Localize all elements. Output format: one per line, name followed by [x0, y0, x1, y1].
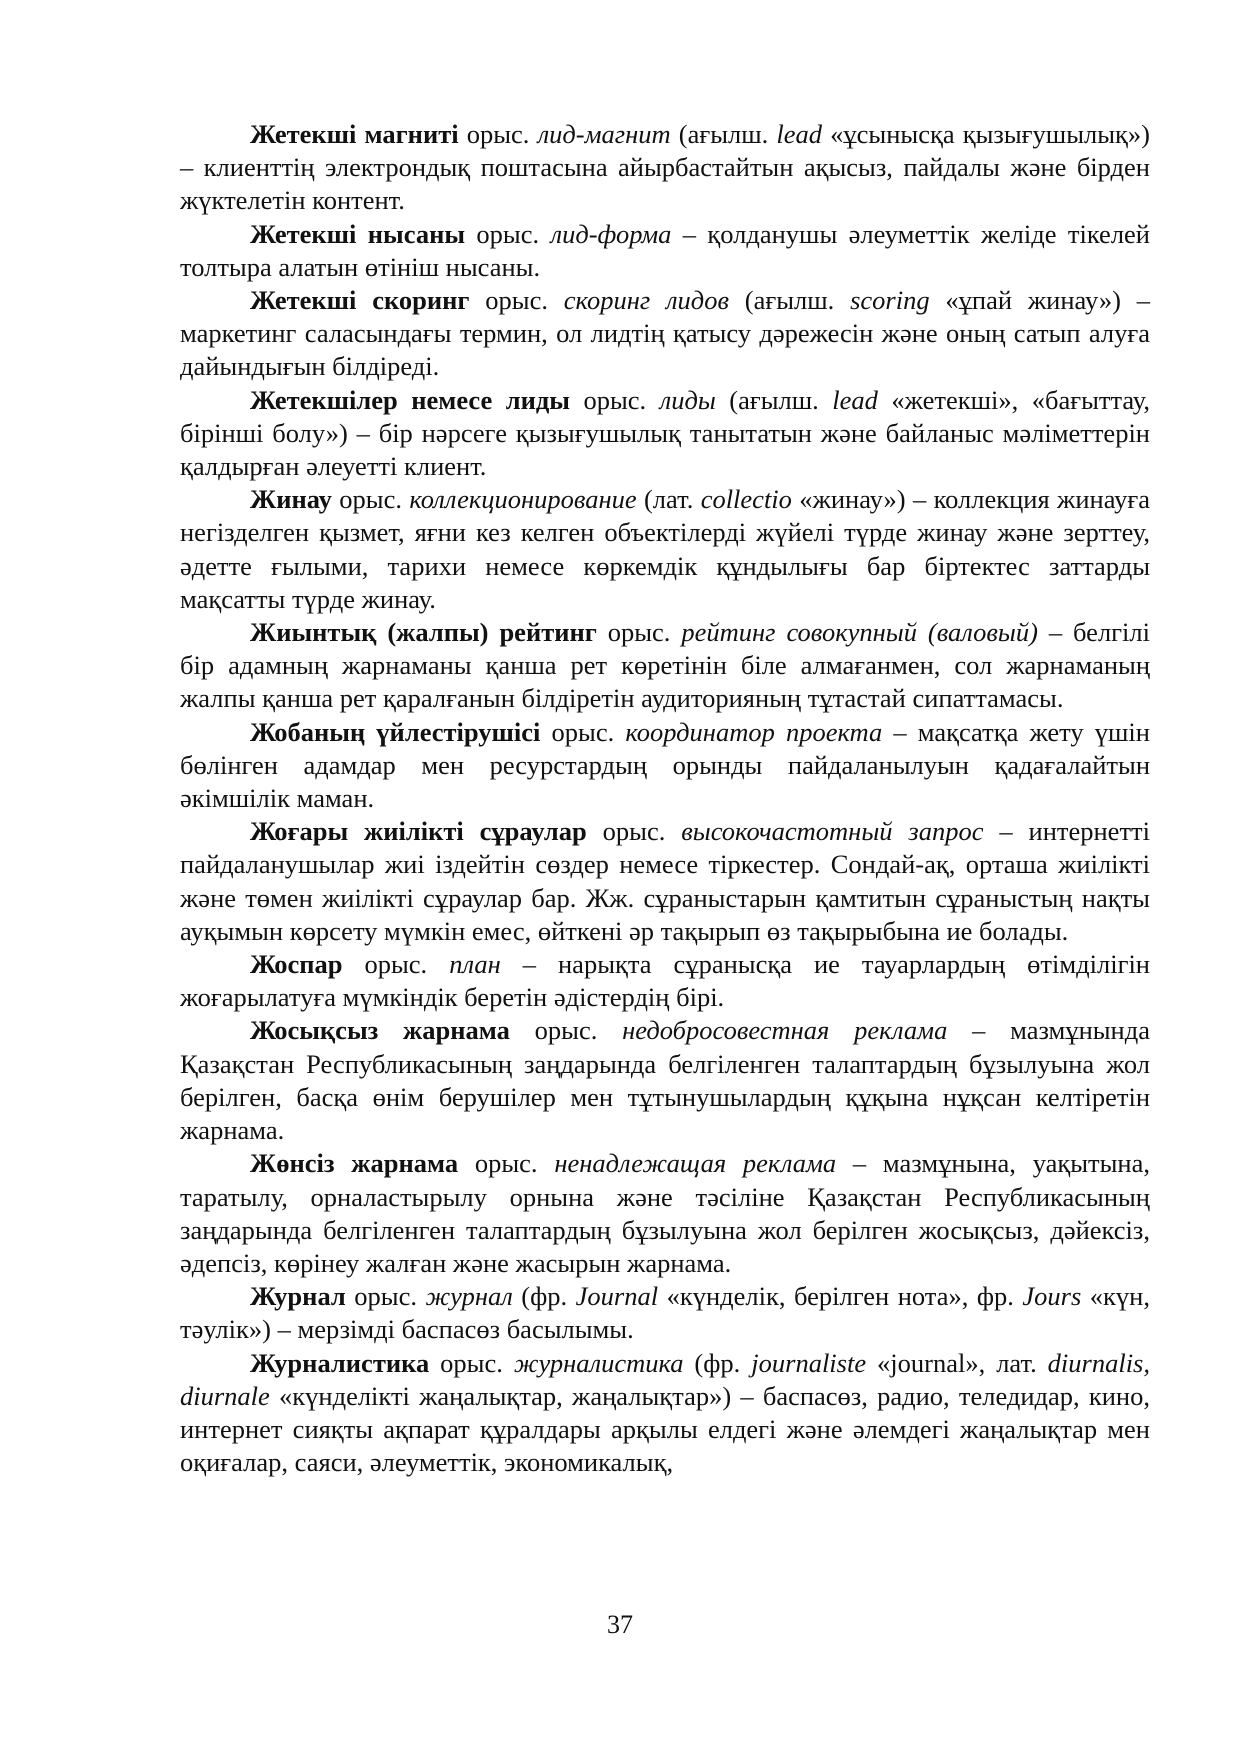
entry-italic-text: недобросовестная реклама — [622, 1015, 948, 1046]
entry-text: – мазмұнында Қазақстан Республикасының заңдарында белгіленген талаптардың бұзылуына жол берілген, басқа өнім берушілер мен тұтынушылардың құқына нұқсан келтіретін жарнама. — [180, 1015, 1150, 1146]
entry-text: «күнделікті жаңалықтар, жаңалықтар») – баспасөз, радио, теледидар, кино, интернет сияқты ақпарат құралдары арқылы елдегі және әлемдегі жаңалықтар мен оқиғалар, саяси, әлеуметтік, экономикалық, — [180, 1380, 1150, 1478]
entry-term: Жетекшілер немесе лиды — [250, 384, 570, 415]
glossary-entry — [180, 284, 1150, 384]
entry-italic-text: Journal — [575, 1281, 659, 1312]
entry-italic-text: collectio — [700, 484, 792, 515]
entry-term: Жобаның үйлестірушісі — [250, 716, 541, 747]
entry-text: – қолданушы әлеуметтік желіде тікелей толтыра алатын өтініш нысаны. — [180, 218, 1150, 282]
entry-term: Жиынтық (жалпы) рейтинг — [250, 617, 597, 648]
entry-text: орыс. — [458, 119, 538, 149]
entry-text: орыс. — [342, 949, 450, 980]
entry-term: Жосықсыз жарнама — [250, 1015, 510, 1046]
entry-text: «күнделік, берілген нота», фр. — [658, 1281, 1023, 1312]
entry-text: орыс. — [469, 285, 564, 316]
entry-text: (ағылш. — [670, 119, 777, 149]
entry-text: орыс. — [586, 816, 682, 847]
entry-italic-text: lead — [776, 119, 823, 149]
entry-text: «ұпай жинау») – маркетинг саласындағы термин, ол лидтің қатысу дәрежесін және оның сатып алуға дайындығын білдіреді. — [180, 285, 1150, 382]
entry-italic-text: высокочастотный запрос — [681, 816, 984, 847]
entry-text: (фр. — [683, 1347, 752, 1378]
entry-text: орыс. — [596, 617, 682, 648]
entry-term: Жетекші магниті — [250, 119, 459, 149]
entry-text: «күн, тәулік») – мерзімді баспасөз басылымы. — [180, 1281, 1150, 1345]
entry-text: орыс. — [458, 1148, 555, 1179]
entry-text: – мақсатқа жету үшін бөлінген адамдар мен ресурстардың орынды пайдаланылуын қадағалайтын әкімшілік маман. — [180, 716, 1150, 814]
entry-text: орыс. — [569, 384, 660, 415]
entry-term: Жоғары жиілікті сұраулар — [250, 816, 587, 847]
glossary-entry — [180, 218, 1150, 284]
entry-italic-text: scoring — [850, 285, 930, 316]
glossary-entry — [180, 1280, 1150, 1346]
entry-text: орыс. — [465, 218, 551, 249]
entry-italic-text: коллекционирование — [409, 484, 637, 515]
entry-italic-text: лид-магнит — [537, 119, 671, 149]
entry-italic-text: журнал — [425, 1281, 513, 1312]
entry-term: Жинау — [250, 484, 332, 515]
entry-term: Жетекші нысаны — [250, 218, 466, 249]
glossary-entries — [180, 118, 1150, 1479]
entry-text: «ұсынысқа қызығушылық») – клиенттің электрондық поштасына айырбастайтын ақысыз, пайдалы және бірден жүктелетін контент. — [180, 119, 1150, 216]
entry-italic-text: скоринг лидов — [563, 285, 729, 316]
entry-text: орыс. — [331, 484, 410, 515]
glossary-entry — [180, 1014, 1150, 1147]
entry-italic-text: лиды — [659, 384, 716, 415]
glossary-entry — [180, 118, 1150, 218]
entry-italic-text: план — [449, 949, 501, 980]
glossary-entry — [180, 1147, 1150, 1280]
entry-text: – мазмұнына, уақытына, таратылу, орналастырылу орнына және тәсіліне Қазақстан Республикасының заңдарында белгіленген талаптардың бұзылуына жол берілген жосықсыз, дәйексіз, әдепсіз, көрінеу жалған және жасырын жарнама. — [180, 1148, 1150, 1278]
entry-text: (лат. — [636, 484, 701, 515]
entry-italic-text: diurnalis, diurnale — [180, 1347, 1150, 1411]
entry-term: Жөнсіз жарнама — [250, 1148, 459, 1179]
entry-text: – интернетті пайдаланушылар жиі іздейтін сөздер немесе тіркестер. Сондай-ақ, орташа жиілікті және төмен жиілікті сұраулар бар. Жж. сұраныстарын қамтитын сұраныстың нақты ауқымын көрсету мүмкін емес, өйткені әр тақырып өз тақырыбына ие болады. — [180, 816, 1150, 946]
glossary-entry — [180, 1347, 1150, 1480]
entry-text: (ағылш. — [728, 285, 851, 316]
entry-italic-text: journaliste — [751, 1347, 867, 1378]
entry-text: «жетекші», «бағыттау, бірінші болу») – бір нәрсеге қызығушылық танытатын және байланыс мәліметтерін қалдырған әлеуетті клиент. — [180, 384, 1151, 482]
glossary-entry — [180, 616, 1150, 716]
entry-italic-text: lead — [832, 384, 878, 415]
entry-text: (ағылш. — [715, 384, 833, 415]
entry-text: орыс. — [345, 1281, 426, 1312]
glossary-page — [180, 118, 1150, 1479]
entry-italic-text: рейтинг совокупный (валовый) — [681, 617, 1038, 648]
page-number: 37 — [607, 1610, 633, 1639]
glossary-entry — [180, 948, 1150, 1014]
entry-italic-text: журналистика — [513, 1347, 684, 1378]
entry-italic-text: координатор проекта — [625, 716, 883, 747]
entry-term: Журналистика — [250, 1347, 430, 1378]
glossary-entry — [180, 815, 1150, 948]
glossary-entry — [180, 384, 1150, 484]
entry-term: Жоспар — [250, 949, 343, 980]
entry-term: Журнал — [250, 1281, 346, 1312]
entry-italic-text: ненадлежащая реклама — [554, 1148, 837, 1179]
entry-italic-text: Jours — [1022, 1281, 1082, 1312]
glossary-entry — [180, 483, 1150, 616]
entry-text: «жинау») – коллекция жинауға негізделген қызмет, яғни кез келген объектілерді жүйелі түрде жинау және зерттеу, әдетте ғылыми, тарихи немесе көркемдік құндылығы бар біртектес заттарды мақсатты түрде жинау. — [180, 484, 1150, 614]
entry-text: орыс. — [429, 1347, 514, 1378]
entry-text: орыс. — [509, 1015, 623, 1046]
entry-text: – белгілі бір адамның жарнаманы қанша рет көретінін біле алмағанмен, сол жарнаманың жалпы қанша рет қаралғанын білдіретін аудиторияның тұтастай сипаттамасы. — [180, 617, 1150, 714]
entry-text: орыс. — [540, 716, 626, 747]
entry-text: (фр. — [512, 1281, 576, 1312]
entry-italic-text: лид-форма — [550, 218, 672, 249]
entry-term: Жетекші скоринг — [250, 285, 470, 316]
entry-text: «journal», лат. — [866, 1347, 1048, 1378]
entry-text: – нарықта сұранысқа ие тауарлардың өтімділігін жоғарылатуға мүмкіндік беретін әдістердің бірі. — [180, 949, 1150, 1013]
glossary-entry — [180, 716, 1150, 816]
